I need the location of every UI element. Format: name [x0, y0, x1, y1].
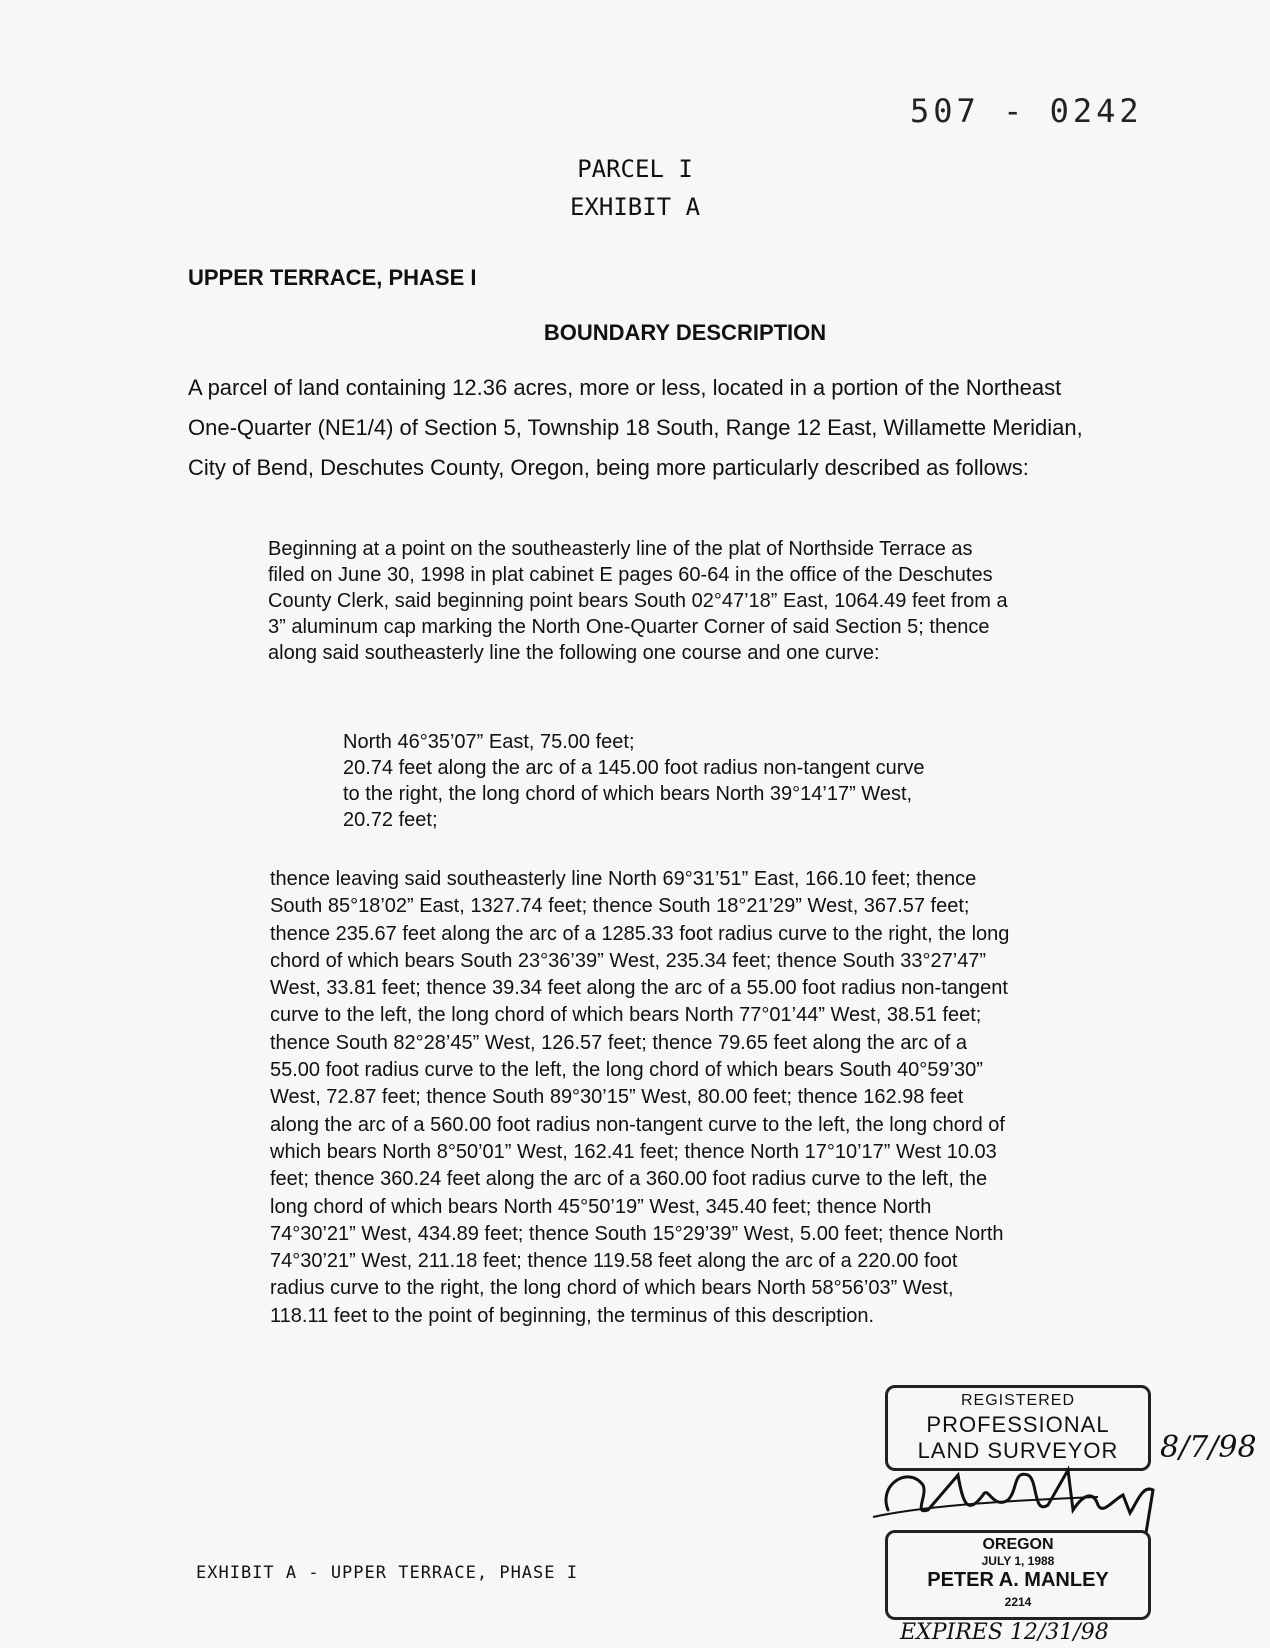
intro-paragraph: A parcel of land containing 12.36 acres, more or less, located in a portion of the Northeast One-Quarter (NE1/4) of Section 5, Township 18 South, Range 12 East, Willamette Meridian, City of Bend, Deschutes County, Oregon, being more particularly described as follows: — [188, 375, 1083, 480]
stamp-number: 2214 — [1004, 1595, 1032, 1609]
thence-paragraph: thence leaving said southeasterly line North 69°31’51” East, 166.10 feet; thence South 85°18’02” East, 1327.74 feet; thence South 18°21’29” West, 367.57 feet; thence 235.67 feet along the arc of a 1285.33 foot radius curve to the right, the long chord of which bears South 23°36’39” West, 235.34 feet; thence South 33°27’47” West, 33.81 feet; thence 39.34 feet along the arc of a 55.00 foot radius non-tangent curve to the left, the long chord of which bears North 77°01’44” West, 38.51 feet; thence South 82°28’45” West, 126.57 feet; thence 79.65 feet along the arc of a 55.00 foot radius curve to the left, the long chord of which bears South 40°59’30” West, 72.87 feet; thence South 89°30’15” West, 80.00 feet; thence 162.98 feet along the arc of a 560.00 foot radius non-tangent curve to the left, the long chord of which bears North 8°50’01” West, 162.41 feet; thence North 17°10’17” West 10.03 feet; thence 360.24 feet along the arc of a 360.00 foot radius curve to the left, the long chord of which bears North 45°50’19” West, 345.40 feet; thence North 74°30’21” West, 434.89 feet; thence South 15°29’39” West, 5.00 feet; thence North 74°30’21” West, 211.18 feet; thence 119.58 feet along the arc of a 220.00 foot radius curve to the right, the long chord of which bears North 58°56’03” West, 118.11 feet to the point of beginning, the terminus of this description. — [270, 868, 1010, 1327]
stamp-date: JULY 1, 1988 — [981, 1554, 1055, 1568]
stamp-professional: PROFESSIONAL — [926, 1412, 1110, 1437]
footer-label: EXHIBIT A - UPPER TERRACE, PHASE I — [196, 1563, 578, 1583]
handwritten-date: 8/7/98 — [1160, 1430, 1257, 1465]
course-item: North 46°35’07” East, 75.00 feet; — [343, 731, 635, 753]
section-title: BOUNDARY DESCRIPTION — [543, 320, 827, 345]
subdivision-title: UPPER TERRACE, PHASE I — [188, 265, 477, 290]
expiration-note: EXPIRES 12/31/98 — [900, 1620, 1109, 1645]
parcel-heading: PARCEL I — [577, 155, 693, 183]
exhibit-heading: EXHIBIT A — [569, 193, 701, 221]
stamp-registered: REGISTERED — [960, 1392, 1075, 1409]
beginning-paragraph: Beginning at a point on the southeasterly line of the plat of Northside Terrace as filed on June 30, 1998 in plat cabinet E pages 60-64 in the office of the Deschutes County Clerk, said beginning point bears South 02°47’18” East, 1064.49 feet from a 3” aluminum cap marking the North One-Quarter Corner of said Section 5; thence along said southeasterly line the following one course and one curve: — [268, 538, 1008, 664]
document-number: 507 - 0242 — [910, 92, 1143, 130]
stamp-state: OREGON — [982, 1536, 1054, 1553]
course-list — [343, 729, 943, 833]
surveyor-signature — [868, 1455, 1168, 1535]
surveyor-stamp-bottom — [885, 1530, 1151, 1620]
stamp-land-surveyor: LAND SURVEYOR — [917, 1438, 1119, 1463]
stamp-name: PETER A. MANLEY — [927, 1569, 1109, 1591]
course-item: 20.74 feet along the arc of a 145.00 foot radius non-tangent curve to the right, the long chord of which bears North 39°14’17” West, 20.72 feet; — [343, 757, 925, 831]
